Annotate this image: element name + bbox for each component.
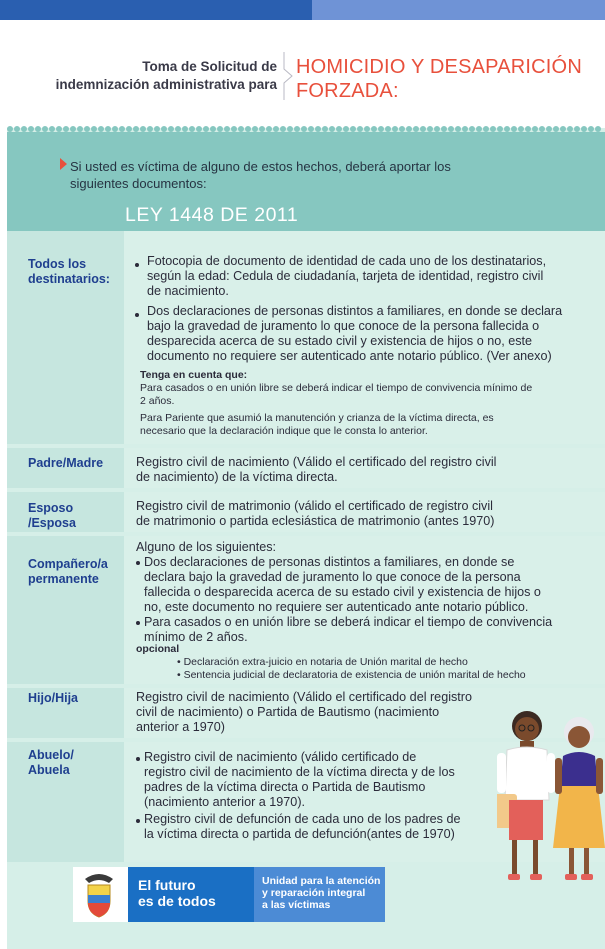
text-line: de matrimonio o partida eclesiástica de matrimonio (antes 1970) — [136, 514, 495, 528]
bullet-icon — [136, 561, 140, 565]
top-bar-dark — [0, 0, 312, 20]
header-subtitle-line2: indemnización administrativa para — [55, 77, 277, 92]
label-esposo-line1: Esposo — [28, 501, 74, 515]
text-line: Dos declaraciones de personas distintos a familiares, en donde se — [144, 555, 515, 569]
optional-label: opcional — [136, 643, 180, 655]
text-line: fallecida o desparecida acerca de su estado civil y existencia de hijos o — [144, 585, 541, 599]
text-line: registro civil de nacimiento de la víctima directa y de los — [144, 765, 455, 779]
grandparents-illustration — [497, 708, 605, 886]
bullet-icon — [136, 757, 140, 761]
companero-intro: Alguno de los siguientes: — [136, 540, 277, 554]
companero-optional-list — [177, 656, 526, 682]
text-line: anterior a 1970) — [136, 720, 225, 734]
dotted-edge — [7, 124, 605, 132]
text-line: padres de la víctima directa o Partida de Bautismo — [144, 780, 426, 794]
todos-bullet-2 — [147, 304, 562, 364]
note-line: 2 años. — [140, 395, 175, 407]
bullet-icon: • — [177, 669, 184, 681]
top-bar-light — [312, 0, 605, 20]
page-title-line1: HOMICIDIO Y DESAPARICIÓN — [296, 56, 582, 78]
label-companero — [28, 557, 108, 587]
note-line: Para Pariente que asumió la manutención y crianza de la víctima directa, es — [140, 412, 494, 424]
page-title-line2: FORZADA: — [296, 80, 399, 102]
footer-logo — [73, 867, 385, 922]
text-line: declara bajo la gravedad de juramento lo que conoce de la persona — [144, 570, 521, 584]
text-line: Registro civil de nacimiento (Válido el certificado del registro — [136, 690, 472, 704]
intro-text — [70, 158, 470, 192]
text-line: Registro civil de nacimiento (válido certificado de — [144, 750, 417, 764]
padre-text — [136, 455, 496, 485]
text-line: Para casados o en unión libre se deberá indicar el tiempo de convivencia — [144, 615, 553, 629]
bullet-icon — [135, 263, 139, 267]
header-chevron-divider — [283, 52, 295, 100]
label-todos-line1: Todos los — [28, 257, 87, 271]
slogan-text — [138, 877, 216, 909]
optional-item-text: Sentencia judicial de declaratoria de existencia de unión marital de hecho — [183, 669, 526, 681]
triangle-bullet-icon — [60, 158, 67, 170]
label-esposo-line2: /Esposa — [28, 516, 76, 530]
bullet-icon — [135, 313, 139, 317]
intro-section — [7, 132, 605, 231]
text-line: documento no requiere ser autenticado ante notario público. (Ver anexo) — [147, 349, 552, 363]
text-line: de nacimiento. — [147, 284, 229, 298]
label-companero-line1: Compañero/a — [28, 557, 108, 571]
text-line: desparecida acerca de su estado civil y existencia de hijos o no, este — [147, 334, 533, 348]
slogan-box — [128, 867, 254, 922]
header-subtitle — [56, 58, 277, 94]
header-subtitle-line1: Toma de Solicitud de — [142, 59, 277, 74]
text-line: no, este documento no requiere ser autenticado ante notario público. — [144, 600, 529, 614]
bullet-icon — [136, 621, 140, 625]
coat-of-arms-icon — [79, 871, 119, 919]
unit-line3: a las víctimas — [262, 899, 331, 911]
law-title: LEY 1448 DE 2011 — [125, 204, 299, 226]
unit-box — [254, 867, 385, 922]
optional-item — [177, 656, 526, 669]
top-color-bar — [0, 0, 605, 20]
note-line: Para casados o en unión libre se deberá indicar el tiempo de convivencia mínimo de — [140, 382, 533, 394]
todos-bullet-1 — [147, 254, 546, 299]
text-line: Dos declaraciones de personas distintos a familiares, en donde se declara — [147, 304, 563, 318]
optional-item-text: Declaración extra-juicio en notaria de Unión marital de hecho — [183, 656, 468, 668]
text-line: (nacimiento anterior a 1970). — [144, 795, 306, 809]
text-line: Registro civil de nacimiento (Válido el certificado del registro civil — [136, 455, 497, 469]
abuelo-bullet-2 — [144, 812, 460, 842]
text-line: según la edad: Cedula de ciudadanía, tarjeta de identidad, registro civil — [147, 269, 544, 283]
text-line: bajo la gravedad de juramento lo que conoce de la persona fallecida o — [147, 319, 540, 333]
hijo-text — [136, 690, 472, 735]
note-title: Tenga en cuenta que: — [140, 369, 248, 381]
label-esposo — [28, 501, 76, 531]
page-title — [296, 55, 601, 103]
intro-text-line2: siguientes documentos: — [70, 176, 207, 191]
label-todos — [28, 257, 110, 287]
text-line: la víctima directa o partida de defunción(antes de 1970) — [144, 827, 455, 841]
label-abuelo — [28, 748, 74, 778]
unit-line1: Unidad para la atención — [262, 875, 381, 887]
abuelo-bullet-1 — [144, 750, 455, 810]
note-line: necesario que la declaración indique que le consta lo anterior. — [140, 425, 428, 437]
text-line: civil de nacimiento) o Partida de Bautismo (nacimiento — [136, 705, 440, 719]
optional-item — [177, 669, 526, 682]
label-todos-line2: destinatarios: — [28, 272, 110, 286]
companero-bullet-2 — [144, 615, 552, 645]
esposo-text — [136, 499, 494, 529]
label-padre-madre: Padre/Madre — [28, 456, 104, 470]
label-abuelo-line1: Abuelo/ — [28, 748, 74, 762]
bullet-icon — [136, 819, 140, 823]
unit-text — [262, 875, 380, 911]
text-line: mínimo de 2 años. — [144, 630, 248, 644]
label-abuelo-line2: Abuela — [28, 763, 70, 777]
slogan-line1: El futuro — [138, 877, 196, 893]
unit-line2: y reparación integral — [262, 887, 366, 899]
text-line: de nacimiento) de la víctima directa. — [136, 470, 338, 484]
label-companero-line2: permanente — [28, 572, 99, 586]
text-line: Registro civil de defunción de cada uno de los padres de — [144, 812, 461, 826]
bullet-icon: • — [177, 656, 184, 668]
slogan-line2: es de todos — [138, 893, 216, 909]
todos-note — [140, 369, 532, 438]
text-line: Registro civil de matrimonio (válido el certificado de registro civil — [136, 499, 493, 513]
companero-bullet-1 — [144, 555, 541, 615]
intro-text-line1: Si usted es víctima de alguno de estos hechos, deberá aportar los — [70, 159, 451, 174]
label-hijo-hija: Hijo/Hija — [28, 691, 79, 705]
text-line: Fotocopia de documento de identidad de cada uno de los destinatarios, — [147, 254, 547, 268]
